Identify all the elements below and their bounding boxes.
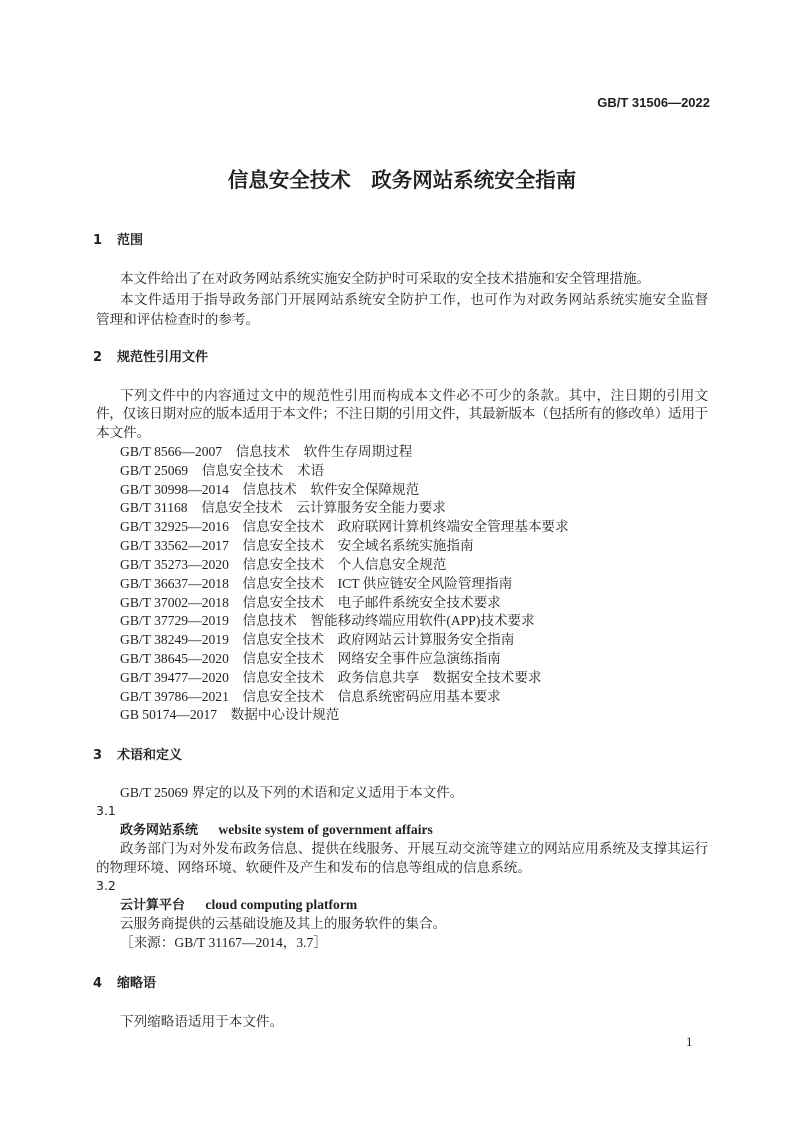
document-code: GB/T 31506—2022 <box>597 95 710 110</box>
term-number: 3.1 <box>96 803 116 819</box>
reference-item: GB/T 8566—2007 信息技术 软件生存周期过程 <box>120 444 413 460</box>
section-body <box>96 269 708 330</box>
term-heading <box>96 821 708 840</box>
paragraph-line: GB/T 25069 界定的以及下列的术语和定义适用于本文件。 <box>120 784 464 800</box>
section-heading <box>93 231 143 250</box>
term-heading <box>96 896 708 915</box>
term-zh: 云计算平台 <box>120 898 186 914</box>
paragraph-line: 本文件。 <box>96 425 151 441</box>
term-en: website system of government affairs <box>218 822 433 838</box>
reference-item: GB/T 35273—2020 信息安全技术 个人信息安全规范 <box>120 556 447 572</box>
section-title: 术语和定义 <box>117 747 183 763</box>
paragraph-line: 下列文件中的内容通过文中的规范性引用而构成本文件必不可少的条款。其中，注日期的引用文 <box>120 387 708 403</box>
reference-item: GB/T 32925—2016 信息安全技术 政府联网计算机终端安全管理基本要求 <box>120 519 569 535</box>
section-title: 缩略语 <box>117 975 157 991</box>
term-entry <box>96 877 708 952</box>
term-number: 3.2 <box>96 878 116 894</box>
paragraph <box>96 387 708 443</box>
paragraph <box>96 269 708 289</box>
document-title: 信息安全技术 政务网站系统安全指南 <box>227 168 577 192</box>
reference-item: GB/T 30998—2014 信息技术 软件安全保障规范 <box>120 481 420 497</box>
section-title: 范围 <box>117 232 144 248</box>
paragraph-line: 下列缩略语适用于本文件。 <box>120 1013 284 1029</box>
term-definition-line: 云服务商提供的云基础设施及其上的服务软件的集合。 <box>120 915 447 931</box>
reference-item: GB/T 37002—2018 信息安全技术 电子邮件系统安全技术要求 <box>120 594 501 610</box>
term-source: ［来源：GB/T 31167—2014，3.7］ <box>120 934 327 950</box>
section-number: 3 <box>93 747 103 763</box>
section-body <box>96 387 708 726</box>
section-body <box>96 1013 708 1032</box>
reference-item: GB/T 36637—2018 信息安全技术 ICT 供应链安全风险管理指南 <box>120 575 513 591</box>
paragraph <box>96 1013 708 1032</box>
section-title: 规范性引用文件 <box>117 349 209 365</box>
section-heading <box>93 348 208 367</box>
section-body <box>96 784 708 953</box>
section-number: 4 <box>93 975 103 991</box>
term-definition-line: 的物理环境、网络环境、软硬件及产生和发布的信息等组成的信息系统。 <box>96 859 531 875</box>
reference-item: GB/T 39477—2020 信息安全技术 政务信息共享 数据安全技术要求 <box>120 669 542 685</box>
paragraph-line: 件，仅该日期对应的版本适用于本文件；不注日期的引用文件，其最新版本（包括所有的修改单）适用于 <box>96 406 708 422</box>
reference-list <box>96 443 708 725</box>
reference-item: GB 50174—2017 数据中心设计规范 <box>120 707 340 723</box>
reference-item: GB/T 39786—2021 信息安全技术 信息系统密码应用基本要求 <box>120 688 501 704</box>
term-definition-line: 政务部门为对外发布政务信息、提供在线服务、开展互动交流等建立的网站应用系统及支撑其运行 <box>120 840 708 856</box>
reference-item: GB/T 38645—2020 信息安全技术 网络安全事件应急演练指南 <box>120 650 501 666</box>
reference-item: GB/T 31168 信息安全技术 云计算服务安全能力要求 <box>120 500 446 516</box>
section-heading <box>93 746 182 765</box>
paragraph-line: 本文件给出了在对政务网站系统实施安全防护时可采取的安全技术措施和安全管理措施。 <box>120 271 651 287</box>
section-number: 1 <box>93 232 103 248</box>
paragraph-line: 本文件适用于指导政务部门开展网站系统安全防护工作，也可作为对政务网站系统实施安全监督 <box>120 291 708 307</box>
reference-item: GB/T 25069 信息安全技术 术语 <box>120 462 325 478</box>
reference-item: GB/T 37729—2019 信息技术 智能移动终端应用软件(APP)技术要求 <box>120 613 535 629</box>
paragraph <box>96 290 708 331</box>
term-entry <box>96 802 708 877</box>
page-number: 1 <box>686 1034 693 1049</box>
reference-item: GB/T 33562—2017 信息安全技术 安全域名系统实施指南 <box>120 538 474 554</box>
section-number: 2 <box>93 349 103 365</box>
section-heading <box>93 974 156 993</box>
term-en: cloud computing platform <box>205 897 358 913</box>
paragraph-line: 管理和评估检查时的参考。 <box>96 312 260 328</box>
reference-item: GB/T 38249—2019 信息安全技术 政府网站云计算服务安全指南 <box>120 632 515 648</box>
term-zh: 政务网站系统 <box>120 823 199 839</box>
paragraph <box>96 784 708 803</box>
